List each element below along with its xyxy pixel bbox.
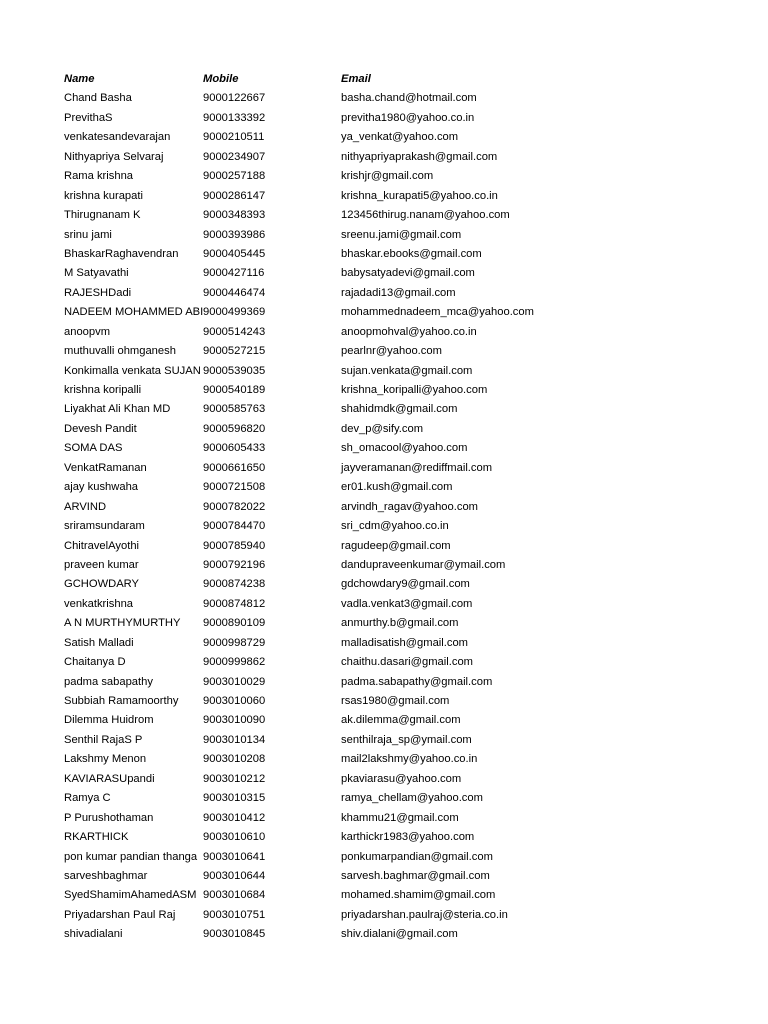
name-cell: Devesh Pandit [64, 422, 137, 435]
table-row [0, 848, 768, 867]
email-cell: mohamed.shamim@gmail.com [341, 889, 496, 902]
table-row [0, 459, 768, 478]
name-cell: KAVIARASUpandi [64, 772, 155, 785]
name-cell: ChitravelAyothi [64, 539, 140, 552]
name-cell: praveen kumar [64, 558, 139, 571]
name-cell: pon kumar pandian thanga [64, 850, 198, 863]
name-cell: Rama krishna [64, 170, 134, 183]
table-row [0, 750, 768, 769]
email-cell: gdchowdary9@gmail.com [341, 578, 470, 591]
name-cell: GCHOWDARY [64, 578, 140, 591]
mobile-cell: 9003010090 [203, 714, 266, 727]
mobile-cell: 9000874812 [203, 597, 266, 610]
mobile-cell: 9000784470 [203, 520, 266, 533]
table-row [0, 770, 768, 789]
contact-table [0, 70, 768, 945]
email-cell: padma.sabapathy@gmail.com [341, 675, 493, 688]
name-cell: Liyakhat Ali Khan MD [64, 403, 171, 416]
email-cell: ramya_chellam@yahoo.com [341, 792, 483, 805]
mobile-cell: 9003010684 [203, 889, 266, 902]
name-cell: shivadialani [64, 928, 123, 941]
email-cell: bhaskar.ebooks@gmail.com [341, 247, 482, 260]
mobile-cell: 9000661650 [203, 461, 266, 474]
email-cell: priyadarshan.paulraj@steria.co.in [341, 908, 508, 921]
mobile-cell: 9000122667 [203, 92, 266, 105]
table-row [0, 381, 768, 400]
mobile-cell: 9003010644 [203, 869, 266, 882]
table-row [0, 886, 768, 905]
name-cell: A N MURTHYMURTHY [64, 617, 181, 630]
name-cell: RAJESHDadi [64, 286, 132, 299]
name-cell: RKARTHICK [64, 831, 129, 844]
mobile-cell: 9000210511 [203, 131, 265, 144]
email-cell: krishna_kurapati5@yahoo.co.in [341, 189, 498, 202]
email-cell: pkaviarasu@yahoo.com [341, 772, 462, 785]
email-cell: basha.chand@hotmail.com [341, 92, 477, 105]
name-cell: Chaitanya D [64, 656, 126, 669]
email-cell: 123456thirug.nanam@yahoo.com [341, 209, 510, 222]
name-cell: padma sabapathy [64, 675, 153, 688]
name-cell: anoopvm [64, 325, 111, 338]
email-cell: chaithu.dasari@gmail.com [341, 656, 473, 669]
email-cell: ya_venkat@yahoo.com [341, 131, 459, 144]
mobile-cell: 9000785940 [203, 539, 266, 552]
table-row [0, 498, 768, 517]
table-row [0, 634, 768, 653]
name-cell: Priyadarshan Paul Raj [64, 908, 176, 921]
name-cell: VenkatRamanan [64, 461, 147, 474]
column-header-mobile: Mobile [203, 73, 239, 85]
name-cell: NADEEM MOHAMMED ABI [64, 306, 204, 319]
name-cell: ajay kushwaha [64, 481, 139, 494]
mobile-cell: 9003010641 [203, 850, 266, 863]
table-row [0, 323, 768, 342]
email-cell: karthickr1983@yahoo.com [341, 831, 475, 844]
table-row [0, 420, 768, 439]
table-row [0, 362, 768, 381]
email-cell: krishjr@gmail.com [341, 170, 434, 183]
mobile-cell: 9000257188 [203, 170, 266, 183]
table-row [0, 809, 768, 828]
name-cell: M Satyavathi [64, 267, 129, 280]
mobile-cell: 9003010134 [203, 733, 266, 746]
mobile-cell: 9000721508 [203, 481, 266, 494]
email-cell: anmurthy.b@gmail.com [341, 617, 459, 630]
mobile-cell: 9000874238 [203, 578, 266, 591]
name-cell: srinu jami [64, 228, 112, 241]
mobile-cell: 9000427116 [203, 267, 265, 280]
name-cell: venkatesandevarajan [64, 131, 171, 144]
mobile-cell: 9000405445 [203, 247, 266, 260]
name-cell: ARVIND [64, 500, 107, 513]
mobile-cell: 9003010610 [203, 831, 266, 844]
mobile-cell: 9000540189 [203, 384, 266, 396]
column-header-email: Email [341, 73, 371, 85]
email-cell: mail2lakshmy@yahoo.co.in [341, 753, 478, 766]
name-cell: Satish Malladi [64, 636, 134, 649]
name-cell: Ramya C [64, 792, 111, 805]
name-cell: Konkimalla venkata SUJAN [64, 364, 201, 377]
email-cell: pearlnr@yahoo.com [341, 345, 442, 358]
name-cell: venkatkrishna [64, 597, 134, 610]
table-row [0, 517, 768, 536]
table-row [0, 537, 768, 556]
table-row [0, 575, 768, 594]
name-cell: Nithyapriya Selvaraj [64, 150, 164, 163]
email-cell: shahidmdk@gmail.com [341, 403, 458, 416]
table-row [0, 692, 768, 711]
table-row [0, 109, 768, 128]
email-cell: dandupraveenkumar@ymail.com [341, 558, 506, 571]
name-cell: PrevithaS [64, 111, 113, 124]
table-row [0, 595, 768, 614]
mobile-cell: 9000514243 [203, 325, 266, 338]
email-cell: sujan.venkata@gmail.com [341, 364, 473, 377]
column-header-name: Name [64, 73, 95, 85]
email-cell: sh_omacool@yahoo.com [341, 442, 468, 455]
mobile-cell: 9000890109 [203, 617, 266, 630]
email-cell: ragudeep@gmail.com [341, 539, 451, 552]
table-row [0, 264, 768, 283]
name-cell: Chand Basha [64, 92, 132, 105]
email-cell: senthilraja_sp@ymail.com [341, 733, 472, 746]
email-cell: khammu21@gmail.com [341, 811, 459, 824]
table-row [0, 925, 768, 944]
name-cell: Thirugnanam K [64, 209, 141, 222]
mobile-cell: 9003010060 [203, 695, 266, 707]
email-cell: sreenu.jami@gmail.com [341, 228, 462, 241]
mobile-cell: 9003010845 [203, 928, 266, 941]
mobile-cell: 9000234907 [203, 150, 266, 163]
mobile-cell: 9000585763 [203, 403, 266, 416]
email-cell: sarvesh.baghmar@gmail.com [341, 869, 490, 882]
email-cell: anoopmohval@yahoo.co.in [341, 325, 477, 338]
table-row [0, 789, 768, 808]
email-cell: vadla.venkat3@gmail.com [341, 597, 473, 610]
table-row [0, 711, 768, 730]
mobile-cell: 9000998729 [203, 636, 266, 649]
mobile-cell: 9003010315 [203, 792, 266, 805]
name-cell: P Purushothaman [64, 811, 154, 824]
name-cell: krishna koripalli [64, 384, 142, 396]
mobile-cell: 9000605433 [203, 442, 266, 455]
name-cell: Subbiah Ramamoorthy [64, 695, 179, 707]
email-cell: mohammednadeem_mca@yahoo.com [341, 306, 534, 319]
table-row [0, 556, 768, 575]
mobile-cell: 9003010212 [203, 772, 266, 785]
name-cell: muthuvalli ohmganesh [64, 345, 176, 358]
name-cell: SyedShamimAhamedASM [64, 889, 197, 902]
table-body [0, 89, 768, 944]
mobile-cell: 9003010208 [203, 753, 266, 766]
table-row [0, 673, 768, 692]
table-row [0, 303, 768, 322]
table-row [0, 828, 768, 847]
table-row [0, 342, 768, 361]
email-cell: previtha1980@yahoo.co.in [341, 111, 475, 124]
table-row [0, 284, 768, 303]
mobile-cell: 9003010751 [203, 908, 266, 921]
table-row [0, 400, 768, 419]
name-cell: SOMA DAS [64, 442, 123, 455]
email-cell: malladisatish@gmail.com [341, 636, 469, 649]
mobile-cell: 9000782022 [203, 500, 266, 513]
mobile-cell: 9000133392 [203, 111, 266, 124]
table-row [0, 206, 768, 225]
table-row [0, 867, 768, 886]
email-cell: shiv.dialani@gmail.com [341, 928, 458, 941]
mobile-cell: 9000286147 [203, 189, 266, 202]
email-cell: nithyapriyaprakash@gmail.com [341, 150, 498, 163]
table-row [0, 89, 768, 108]
name-cell: Lakshmy Menon [64, 753, 147, 766]
name-cell: Dilemma Huidrom [64, 714, 154, 727]
mobile-cell: 9000539035 [203, 364, 266, 377]
email-cell: ponkumarpandian@gmail.com [341, 850, 493, 863]
name-cell: Senthil RajaS P [64, 733, 143, 746]
email-cell: rsas1980@gmail.com [341, 695, 450, 707]
email-cell: rajadadi13@gmail.com [341, 286, 456, 299]
name-cell: krishna kurapati [64, 189, 143, 202]
table-row [0, 187, 768, 206]
mobile-cell: 9003010412 [203, 811, 266, 824]
table-row [0, 128, 768, 147]
email-cell: arvindh_ragav@yahoo.com [341, 500, 478, 513]
mobile-cell: 9000792196 [203, 558, 266, 571]
table-row [0, 148, 768, 167]
mobile-cell: 9000393986 [203, 228, 266, 241]
name-cell: BhaskarRaghavendran [64, 247, 179, 260]
mobile-cell: 9000596820 [203, 422, 266, 435]
mobile-cell: 9000446474 [203, 286, 266, 299]
table-row [0, 226, 768, 245]
email-cell: krishna_koripalli@yahoo.com [341, 384, 488, 396]
mobile-cell: 9000499369 [203, 306, 266, 319]
table-row [0, 653, 768, 672]
table-row [0, 439, 768, 458]
name-cell: sriramsundaram [64, 520, 145, 533]
email-cell: sri_cdm@yahoo.co.in [341, 520, 449, 533]
name-cell: sarveshbaghmar [64, 869, 148, 882]
mobile-cell: 9000348393 [203, 209, 266, 222]
table-row [0, 478, 768, 497]
mobile-cell: 9000999862 [203, 656, 266, 669]
table-row [0, 731, 768, 750]
table-row [0, 614, 768, 633]
email-cell: er01.kush@gmail.com [341, 481, 453, 494]
table-header-row [0, 70, 768, 89]
mobile-cell: 9003010029 [203, 675, 266, 688]
table-row [0, 906, 768, 925]
table-row [0, 245, 768, 264]
email-cell: ak.dilemma@gmail.com [341, 714, 461, 727]
table-row [0, 167, 768, 186]
email-cell: jayveramanan@rediffmail.com [341, 461, 493, 474]
email-cell: babysatyadevi@gmail.com [341, 267, 475, 280]
email-cell: dev_p@sify.com [341, 422, 424, 435]
mobile-cell: 9000527215 [203, 345, 266, 358]
